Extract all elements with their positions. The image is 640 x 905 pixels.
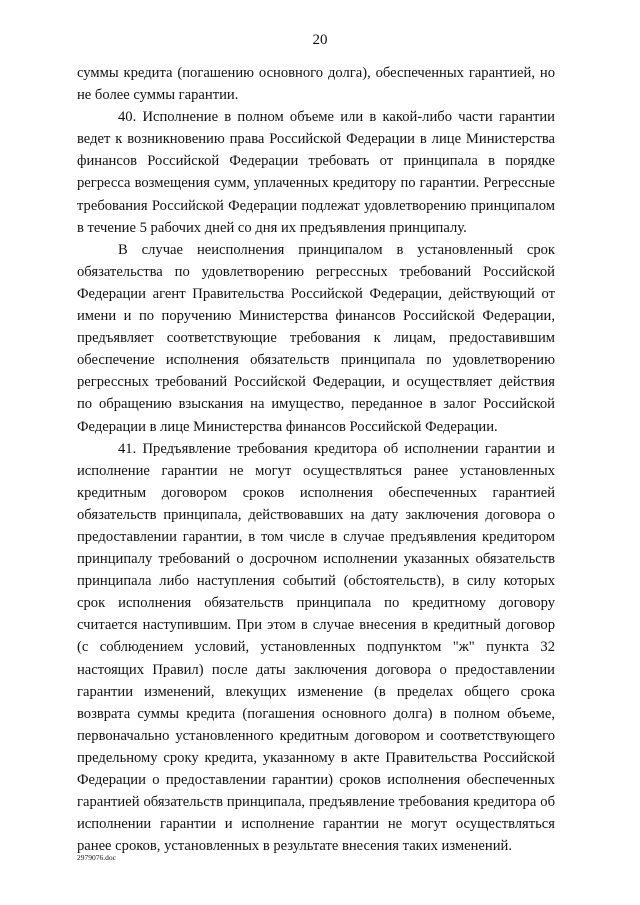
document-file-code: 2979076.doc <box>77 853 116 862</box>
paragraph-clause-41: 41. Предъявление требования кредитора об исполнении гарантии и исполнение гарантии не могут осуществляться ранее установленных кредитным договором сроков исполнения обеспеченных гарантией обязательств принципала, действовавших на дату заключения договора о предоставлении гарантии, в том числе в случае предъявления кредитором принципалу требований о досрочном исполнении указанных обязательств принципала либо наступления событий (обстоятельств), в силу которых срок исполнения обязательств принципала по кредитному договору считается наступившим. При этом в случае внесения в кредитный договор (с соблюдением условий, установленных подпунктом "ж" пункта 32 настоящих Правил) после даты заключения договора о предоставлении гарантии изменений, влекущих изменение (в пределах общего срока возврата суммы кредита (погашения основного долга) в полном объеме, первоначально установленного кредитным договором и соответствующего предельному сроку кредита, указанному в акте Правительства Российской Федерации о предоставлении гарантии) сроков исполнения обеспеченных гарантией обязательств принципала, предъявление требования кредитора об исполнении гарантии и исполнение гарантии не могут осуществляться ранее сроков, установленных в результате внесения таких изменений. <box>77 440 555 855</box>
paragraph-regress-failure: В случае неисполнения принципалом в установленный срок обязательства по удовлетворению регрессных требований Российской Федерации агент Правительства Российской Федерации, действующий от имени и по поручению Министерства финансов Российской Федерации, предъявляет соответствующие требования к лицам, предоставившим обеспечение исполнения обязательств принципала по удовлетворению регрессных требований Российской Федерации, и осуществляет действия по обращению взыскания на имущество, переданное в залог Российской Федерации в лице Министерства финансов Российской Федерации. <box>77 241 555 435</box>
paragraph-continuation: суммы кредита (погашению основного долга), обеспеченных гарантией, но не более суммы гарантии. <box>77 65 555 104</box>
paragraph-clause-40: 40. Исполнение в полном объеме или в какой-либо части гарантии ведет к возникновению права Российской Федерации в лице Министерства финансов Российской Федерации требовать от принципала в порядке регресса возмещения сумм, уплаченных кредитору по гарантии. Регрессные требования Российской Федерации подлежат удовлетворению принципалом в течение 5 рабочих дней со дня их предъявления принципалу. <box>77 109 555 236</box>
document-body <box>77 62 555 857</box>
page-number: 20 <box>312 32 328 48</box>
